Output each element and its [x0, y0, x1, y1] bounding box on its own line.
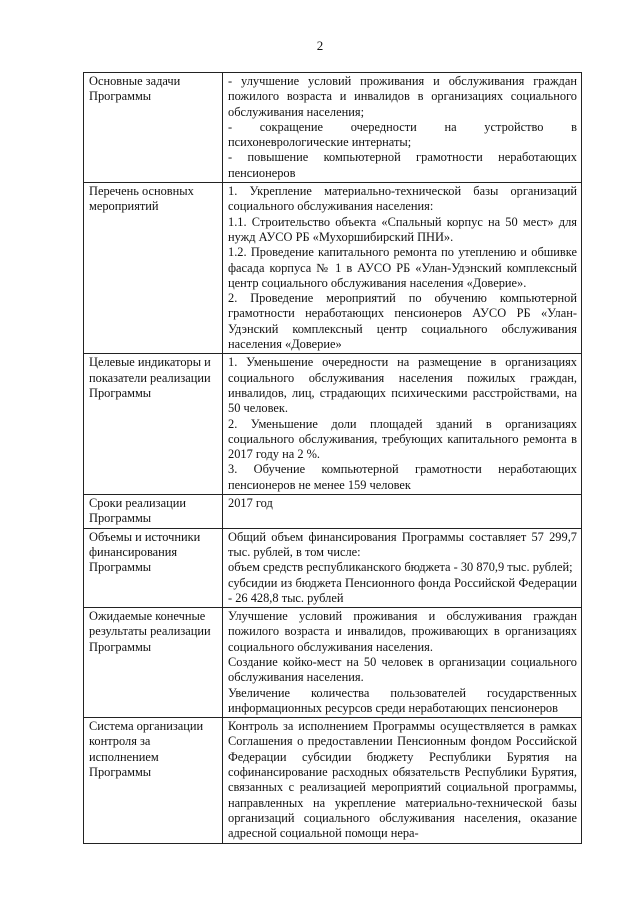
row-label: Сроки реализации Программы — [84, 495, 223, 529]
table-row — [84, 183, 582, 354]
row-label: Перечень основных мероприятий — [84, 183, 223, 354]
value-line: 1.2. Проведение капитального ремонта по утеплению и обшивке фасада корпуса № 1 в АУСО РБ «Улан-Удэнский комплексный центр социального обслуживания населения «Доверие». — [228, 245, 577, 290]
table-row — [84, 528, 582, 607]
row-value — [223, 528, 582, 607]
page-number: 2 — [316, 38, 324, 53]
table-row — [84, 354, 582, 495]
value-line: - сокращение очередности на устройство в психоневрологические интернаты; — [228, 119, 577, 150]
value-line: объем средств республиканского бюджета - 30 870,9 тыс. рублей; — [228, 560, 573, 575]
value-line: 2. Проведение мероприятий по обучению компьютерной грамотности неработающих пенсионеров АУСО РБ «Улан-Удэнский комплексный центр социального обслуживания населения «Доверие» — [228, 291, 577, 352]
value-line: 1. Уменьшение очередности на размещение в организациях социального обслуживания населения пожилых граждан, инвалидов, лиц, страдающих психическими расстройствами, на 50 человек. — [228, 355, 577, 416]
row-label: Основные задачи Программы — [84, 73, 223, 183]
value-line: Увеличение количества пользователей государственных информационных ресурсов среди неработающих пенсионеров — [228, 685, 577, 715]
value-line: - повышение компьютерной грамотности неработающих пенсионеров — [228, 150, 577, 180]
value-line: субсидии из бюджета Пенсионного фонда Российской Федерации - 26 428,8 тыс. рублей — [228, 575, 577, 605]
value-line: Общий объем финансирования Программы составляет 57 299,7 тыс. рублей, в том числе: — [228, 529, 577, 559]
row-label: Объемы и источники финансирования Программы — [84, 528, 223, 607]
value-line: Создание койко-мест на 50 человек в организации социального обслуживания населения. — [228, 654, 577, 685]
row-label: Ожидаемые конечные результаты реализации Программы — [84, 608, 223, 718]
row-value — [223, 495, 582, 529]
table-row — [84, 608, 582, 718]
row-value — [223, 73, 582, 183]
table-row — [84, 495, 582, 529]
row-label: Система организации контроля за исполнением Программы — [84, 718, 223, 843]
value-line: Улучшение условий проживания и обслуживания граждан пожилого возраста и инвалидов, проживающих в организациях социального обслуживания населения. — [228, 609, 577, 654]
row-value — [223, 354, 582, 495]
value-line: 1.1. Строительство объекта «Спальный корпус на 50 мест» для нужд АУСО РБ «Мухоршибирский ПНИ». — [228, 214, 577, 244]
value-line: Контроль за исполнением Программы осуществляется в рамках Соглашения о предоставлении Пенсионным фондом Российской Федерации субсидии бюджету Республики Бурятия на софинансирование расходных обязательств Республики Бурятия, связанных с реализацией мероприятий социальной программы, направленных на укрепление материально-технической базы организаций социального обслуживания населения, оказание адресной социальной помощи нера- — [228, 719, 577, 841]
row-value — [223, 608, 582, 718]
program-passport-table — [83, 72, 582, 844]
value-line: 3. Обучение компьютерной грамотности неработающих пенсионеров не менее 159 человек — [228, 462, 577, 492]
value-line: - улучшение условий проживания и обслуживания граждан пожилого возраста и инвалидов в организациях социального обслуживания населения; — [228, 74, 577, 119]
value-line: 1. Укрепление материально-технической базы организаций социального обслуживания населения: — [228, 184, 577, 214]
value-line: 2. Уменьшение доли площадей зданий в организациях социального обслуживания, требующих капитального ремонта в 2017 году на 2 %. — [228, 416, 577, 462]
row-label: Целевые индикаторы и показатели реализации Программы — [84, 354, 223, 495]
table-row — [84, 73, 582, 183]
row-value — [223, 718, 582, 843]
row-value — [223, 183, 582, 354]
value-line: 2017 год — [228, 496, 273, 511]
table-row — [84, 718, 582, 843]
